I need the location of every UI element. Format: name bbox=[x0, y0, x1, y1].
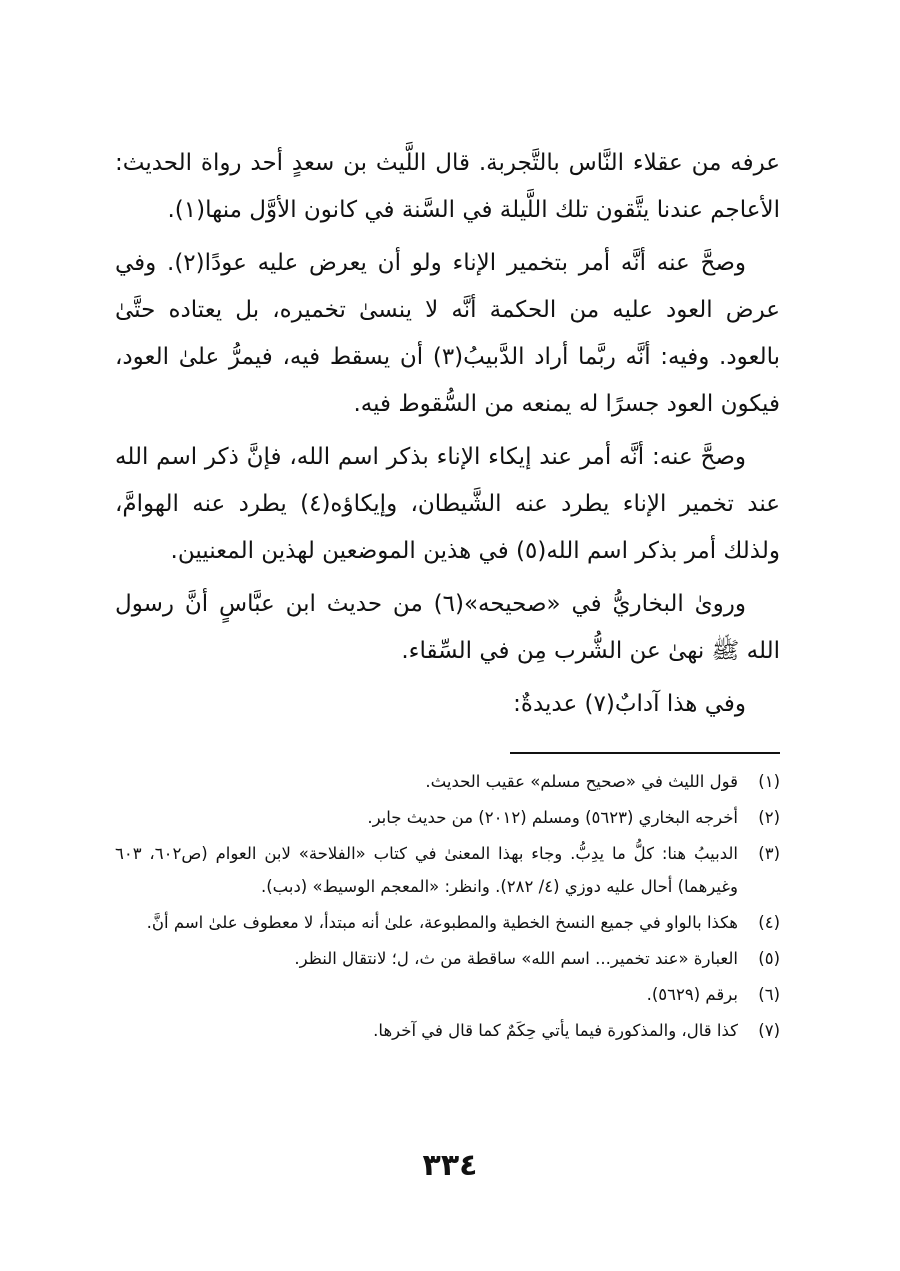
footnote-3 bbox=[115, 837, 780, 903]
footnotes bbox=[115, 765, 780, 1050]
footnote-text: هكذا بالواو في جميع النسخ الخطية والمطبوعة، علىٰ أنه مبتدأ، لا معطوف علىٰ اسم أنَّ. bbox=[146, 913, 738, 932]
footnote-number: (٦) bbox=[758, 985, 780, 1004]
paragraph-3: وصحَّ عنه: أنَّه أمر عند إيكاء الإناء بذكر اسم الله، فإنَّ ذكر اسم الله عند تخمير الإناء يطرد عنه الشَّيطان، وإيكاؤه(٤) يطرد عنه الهوامَّ، ولذلك أمر بذكر اسم الله(٥) في هذين الموضعين لهذين المعنيين. bbox=[115, 444, 780, 564]
paragraph-2: وصحَّ عنه أنَّه أمر بتخمير الإناء ولو أن يعرض عليه عودًا(٢). وفي عرض العود عليه من الحكمة أنَّه لا ينسىٰ تخميره، بل يعتاده حتَّىٰ بالعود. وفيه: أنَّه ربَّما أراد الدَّبيبُ(٣) أن يسقط فيه، فيمرُّ علىٰ العود، فيكون العود جسرًا له يمنعه من السُّقوط فيه. bbox=[115, 250, 781, 417]
footnote-number: (٣) bbox=[758, 844, 780, 863]
footnote-text: كذا قال، والمذكورة فيما يأتي حِكَمٌ كما قال في آخرها. bbox=[373, 1021, 738, 1040]
footnote-number: (٢) bbox=[758, 808, 780, 827]
footnote-2 bbox=[115, 801, 780, 834]
footnote-1 bbox=[115, 765, 780, 798]
footnote-separator bbox=[510, 752, 780, 754]
footnote-5 bbox=[115, 942, 780, 975]
footnote-text: برقم (٥٦٢٩). bbox=[646, 985, 738, 1004]
footnote-6 bbox=[115, 978, 780, 1011]
page-number: ٣٣٤ bbox=[422, 1148, 478, 1183]
footnote-4 bbox=[115, 906, 780, 939]
footnote-text: قول الليث في «صحيح مسلم» عقيب الحديث. bbox=[425, 772, 738, 791]
footnote-number: (٧) bbox=[758, 1021, 780, 1040]
main-text bbox=[115, 140, 780, 734]
footnote-number: (٥) bbox=[758, 949, 780, 968]
footnote-number: (٤) bbox=[758, 913, 780, 932]
paragraph-4: وروىٰ البخاريُّ في «صحيحه»(٦) من حديث ابن عبَّاسٍ أنَّ رسول الله ﷺ نهىٰ عن الشُّرب مِن في السِّقاء. bbox=[115, 591, 780, 664]
footnote-7 bbox=[115, 1014, 780, 1047]
footnote-text: العبارة «عند تخمير... اسم الله» ساقطة من ث، ل؛ لانتقال النظر. bbox=[294, 949, 738, 968]
footnote-text: الدبيبُ هنا: كلُّ ما يدِبُّ. وجاء بهذا المعنىٰ في كتاب «الفلاحة» لابن العوام (ص٦٠٢، ٦٠٣ وغيرهما) أحال عليه دوزي (٤/ ٢٨٢). وانظر: «المعجم الوسيط» (دبب). bbox=[115, 844, 738, 896]
paragraph-5: وفي هذا آدابٌ(٧) عديدةٌ: bbox=[513, 691, 746, 717]
paragraph-1: عرفه من عقلاء النَّاس بالتَّجربة. قال اللَّيث بن سعدٍ أحد رواة الحديث: الأعاجم عندنا يتَّقون تلك اللَّيلة في السَّنة في كانون الأوَّل منها(١). bbox=[115, 150, 780, 223]
footnote-number: (١) bbox=[758, 772, 780, 791]
footnote-text: أخرجه البخاري (٥٦٢٣) ومسلم (٢٠١٢) من حديث جابر. bbox=[367, 808, 738, 827]
